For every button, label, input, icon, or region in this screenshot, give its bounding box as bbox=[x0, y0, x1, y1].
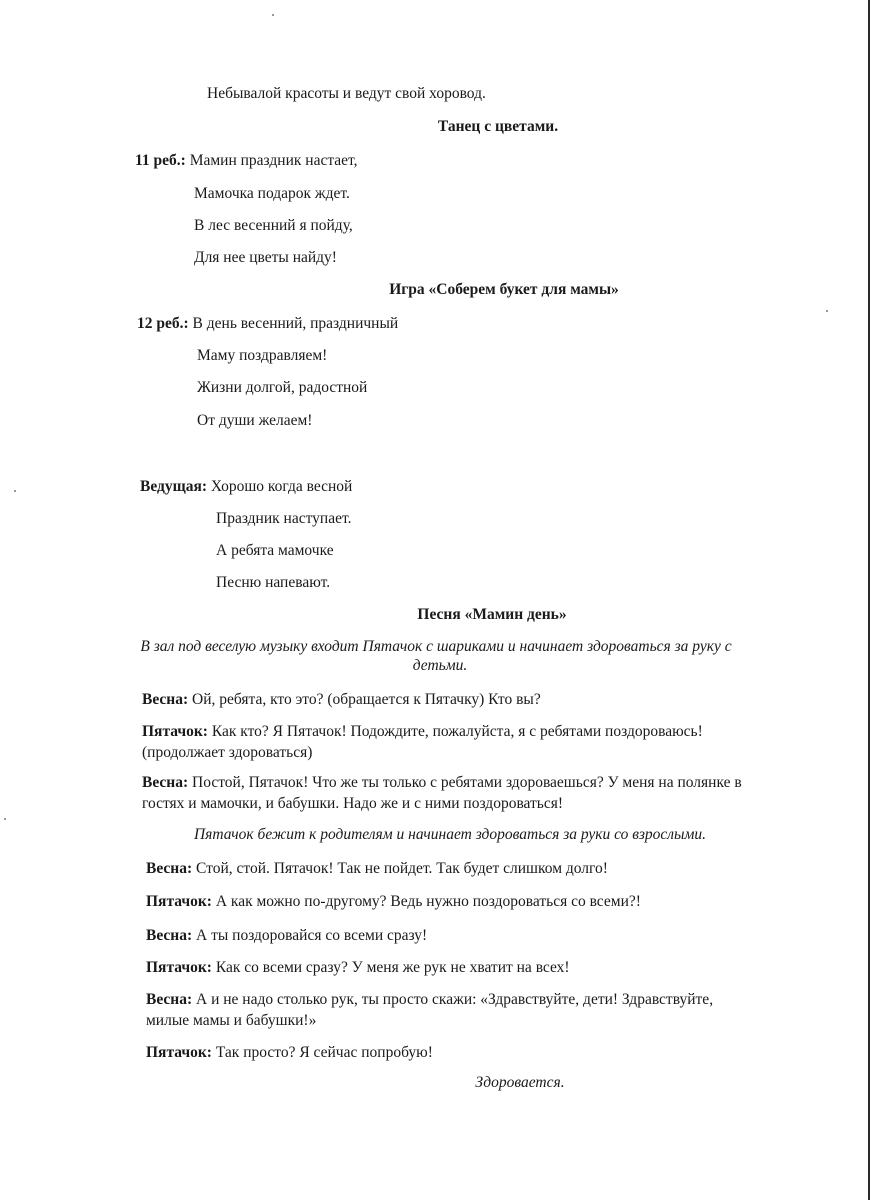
dialogue-text: милые мамы и бабушки!» bbox=[146, 1012, 317, 1029]
dialogue-line bbox=[142, 722, 703, 742]
speaker-label: Пятачок: bbox=[146, 959, 212, 976]
speaker-label: Пятачок: bbox=[146, 1044, 212, 1061]
speaker-label: 11 реб.: bbox=[135, 152, 186, 169]
dialogue-text: Постой, Пятачок! Что же ты только с ребятами здороваешься? У меня на полянке в bbox=[192, 774, 742, 791]
verse-line: В день весенний, праздничный bbox=[192, 315, 399, 332]
speaker-label: Пятачок: bbox=[142, 723, 208, 740]
song-title: Песня «Мамин день» bbox=[417, 606, 567, 623]
dialogue-line bbox=[146, 1043, 433, 1063]
dialogue-text: Стой, стой. Пятачок! Так не пойдет. Так будет слишком долго! bbox=[196, 860, 608, 877]
game-title: Игра «Соберем букет для мамы» bbox=[389, 281, 619, 298]
speaker-label: Пятачок: bbox=[146, 893, 212, 910]
scan-speck bbox=[14, 490, 16, 492]
dialogue-line bbox=[146, 926, 427, 946]
dialogue-text: Ой, ребята, кто это? (обращается к Пятачку) Кто вы? bbox=[192, 691, 541, 708]
dialogue-line bbox=[146, 990, 713, 1010]
scan-speck bbox=[4, 818, 6, 820]
verse-line: А ребята мамочке bbox=[216, 542, 334, 559]
verse-host bbox=[140, 477, 352, 497]
stage-direction: детьми. bbox=[412, 657, 468, 674]
verse-line: Мамочка подарок ждет. bbox=[194, 185, 350, 202]
dialogue-line bbox=[142, 690, 541, 710]
scan-speck bbox=[826, 310, 828, 312]
verse-line: Хорошо когда весной bbox=[210, 478, 353, 495]
verse-line: От души желаем! bbox=[197, 412, 313, 429]
dialogue-text: А и не надо столько рук, ты просто скажи: «Здравствуйте, дети! Здравствуйте, bbox=[196, 991, 714, 1008]
dialogue-text: Как кто? Я Пятачок! Подождите, пожалуйста, я с ребятами поздороваюсь! bbox=[211, 723, 703, 740]
dialogue-text: (продолжает здороваться) bbox=[142, 744, 313, 761]
dialogue-line bbox=[142, 773, 742, 793]
stage-direction: В зал под веселую музыку входит Пятачок с шариками и начинает здороваться за руку с bbox=[140, 638, 732, 655]
verse-line: В лес весенний я пойду, bbox=[194, 217, 353, 234]
dialogue-text: Так просто? Я сейчас попробую! bbox=[215, 1044, 433, 1061]
intro-line: Небывалой красоты и ведут свой хоровод. bbox=[207, 85, 486, 102]
speaker-label: Весна: bbox=[146, 927, 193, 944]
dialogue-text: А ты поздоровайся со всеми сразу! bbox=[196, 927, 428, 944]
speaker-label: Ведущая: bbox=[140, 478, 207, 495]
scan-speck bbox=[272, 14, 274, 16]
verse-child-11 bbox=[135, 151, 358, 171]
verse-line: Маму поздравляем! bbox=[197, 347, 328, 364]
dialogue-line bbox=[146, 892, 641, 912]
dialogue-line bbox=[146, 958, 570, 978]
speaker-label: 12 реб.: bbox=[137, 315, 189, 332]
dialogue-text: Как со всеми сразу? У меня же рук не хватит на всех! bbox=[215, 959, 570, 976]
speaker-label: Весна: bbox=[142, 691, 189, 708]
scan-edge bbox=[868, 0, 870, 1200]
stage-direction: Пятачок бежит к родителям и начинает здороваться за руки со взрослыми. bbox=[193, 826, 707, 843]
dialogue-line bbox=[146, 859, 608, 879]
dance-title: Танец с цветами. bbox=[437, 118, 559, 135]
speaker-label: Весна: bbox=[146, 860, 193, 877]
verse-line: Для нее цветы найду! bbox=[194, 249, 337, 266]
dialogue-text: А как можно по-другому? Ведь нужно поздороваться со всеми?! bbox=[215, 893, 641, 910]
stage-direction: Здоровается. bbox=[475, 1074, 565, 1091]
verse-child-12 bbox=[137, 314, 398, 334]
verse-line: Мамин праздник настает, bbox=[189, 152, 358, 169]
verse-line: Праздник наступает. bbox=[216, 510, 352, 527]
speaker-label: Весна: bbox=[142, 774, 189, 791]
verse-line: Жизни долгой, радостной bbox=[197, 379, 368, 396]
dialogue-text: гостях и мамочки, и бабушки. Надо же и с ними поздороваться! bbox=[142, 795, 564, 812]
verse-line: Песню напевают. bbox=[216, 574, 331, 591]
speaker-label: Весна: bbox=[146, 991, 193, 1008]
